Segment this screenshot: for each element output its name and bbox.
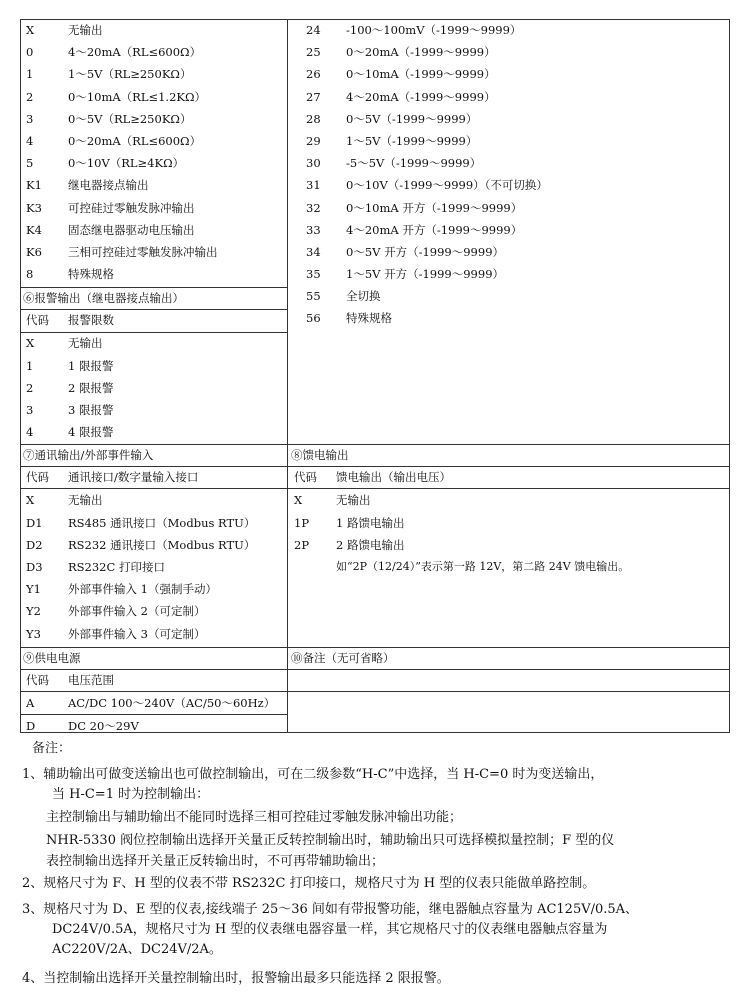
section-title: ⑧馈电输出 xyxy=(291,448,349,462)
section-title: ⑨供电电源 xyxy=(23,651,81,665)
list-item: 29 1～5V（-1999～9999） xyxy=(306,133,478,148)
list-item: X 无输出 xyxy=(26,23,103,37)
list-item: D DC 20～29V xyxy=(26,718,139,733)
list-item: 28 0～5V（-1999～9999） xyxy=(306,111,478,126)
power-section xyxy=(20,647,287,737)
notes-heading: 备注： xyxy=(32,741,72,756)
list-item: 26 0～10mA（-1999～9999） xyxy=(306,67,496,82)
spec-table xyxy=(20,19,730,733)
list-item: 如“2P（12/24）”表示第一路 12V，第二路 24V 馈电输出。 xyxy=(336,559,630,573)
list-item: K1 继电器接点输出 xyxy=(26,178,149,193)
remark-section xyxy=(288,647,729,669)
list-item: 56 特殊规格 xyxy=(306,311,392,326)
list-item: X 无输出 xyxy=(26,493,103,508)
table-header: 代码 报警限数 xyxy=(26,313,114,328)
section-title: ⑩备注（无可省略） xyxy=(291,651,395,665)
note-line: AC220V/2A、DC24V/2A。 xyxy=(52,942,222,957)
list-item: 2 0～10mA（RL≤1.2KΩ） xyxy=(26,89,207,104)
list-item: 32 0～10mA 开方（-1999～9999） xyxy=(306,200,523,215)
list-item: 30 -5～5V（-1999～9999） xyxy=(306,156,482,171)
list-item: 1 1 限报警 xyxy=(26,358,114,373)
note-line: 2、规格尺寸为 F、H 型的仪表不带 RS232C 打印接口，规格尺寸为 H 型的仪表只能做单路控制。 xyxy=(22,876,596,891)
note-line: 当 H-C=1 时为控制输出： xyxy=(52,787,210,802)
list-item: 1P 1 路馈电输出 xyxy=(294,515,405,530)
note-line: 主控制输出与辅助输出不能同时选择三相可控硅过零触发脉冲输出功能； xyxy=(46,810,463,825)
list-item: 24 -100～100mV（-1999～9999） xyxy=(306,23,522,37)
list-item: 0 4～20mA（RL≤600Ω） xyxy=(26,45,202,60)
list-item: 3 3 限报警 xyxy=(26,402,114,417)
list-item: K4 固态继电器驱动电压输出 xyxy=(26,222,195,237)
list-item: 25 0～20mA（-1999～9999） xyxy=(306,45,496,60)
list-item: K6 三相可控硅过零触发脉冲输出 xyxy=(26,244,218,259)
note-line: 3、规格尺寸为 D、E 型的仪表,接线端子 25～36 间如有带报警功能，继电器触点容量为 AC125V/0.5A、 xyxy=(22,902,639,917)
alarm-section xyxy=(20,287,287,443)
note-line: 4、当控制输出选择开关量控制输出时，报警输出最多只能选择 2 限报警。 xyxy=(22,971,450,986)
list-item: 4 0～20mA（RL≤600Ω） xyxy=(26,133,202,148)
table-border-right xyxy=(729,19,730,733)
list-item: Y1 外部事件输入 1（强制手动） xyxy=(26,582,217,597)
list-item: 31 0～10V（-1999～9999）（不可切换） xyxy=(306,178,548,193)
list-item: 5 0～10V（RL≥4KΩ） xyxy=(26,156,185,171)
comm-section xyxy=(20,444,287,645)
section-title: ⑥报警输出（继电器接点输出） xyxy=(23,291,184,305)
note-line: NHR-5330 阀位控制输出选择开关量正反转控制输出时，辅助输出只可选择模拟量控制；F 型的仪 xyxy=(46,833,615,848)
table-header: 代码 馈电输出（输出电压） xyxy=(294,470,451,485)
list-item: X 无输出 xyxy=(26,336,103,351)
list-item: D1 RS485 通讯接口（Modbus RTU） xyxy=(26,515,256,530)
list-item: 55 全切换 xyxy=(306,289,381,304)
list-item: 3 0～5V（RL≥250KΩ） xyxy=(26,111,192,126)
list-item: 2 2 限报警 xyxy=(26,380,114,395)
section-title: ⑦通讯输出/外部事件输入 xyxy=(23,448,154,462)
list-item: D2 RS232 通讯接口（Modbus RTU） xyxy=(26,537,256,552)
list-item: A AC/DC 100～240V（AC/50～60Hz） xyxy=(26,696,276,711)
list-item: D3 RS232C 打印接口 xyxy=(26,559,165,574)
output-list xyxy=(20,19,287,285)
list-item: 2P 2 路馈电输出 xyxy=(294,537,405,552)
list-item: 34 0～5V 开方（-1999～9999） xyxy=(306,244,505,259)
input-list xyxy=(288,19,729,330)
list-item: 27 4～20mA（-1999～9999） xyxy=(306,89,496,104)
list-item: 33 4～20mA 开方（-1999～9999） xyxy=(306,222,523,237)
list-item: Y3 外部事件输入 3（可定制） xyxy=(26,626,206,641)
list-item: X 无输出 xyxy=(294,493,371,508)
note-line: 表控制输出选择开关量正反转输出时，不可再带辅助输出； xyxy=(46,854,385,869)
note-line: DC24V/0.5A，规格尺寸为 H 型的仪表继电器容量一样，其它规格尺寸的仪表继电器触点容量为 xyxy=(52,922,608,937)
table-header: 代码 电压范围 xyxy=(26,673,114,688)
list-item: Y2 外部事件输入 2（可定制） xyxy=(26,604,206,619)
list-item: 1 1～5V（RL≥250KΩ） xyxy=(26,67,192,82)
list-item: K3 可控硅过零触发脉冲输出 xyxy=(26,200,195,215)
list-item: 35 1～5V 开方（-1999～9999） xyxy=(306,267,505,282)
note-line: 1、辅助输出可做变送输出也可做控制输出，可在二级参数“H-C”中选择，当 H-C=0 时为变送输出， xyxy=(22,767,604,782)
list-item: 4 4 限报警 xyxy=(26,425,114,440)
list-item: 8 特殊规格 xyxy=(26,267,114,282)
feed-section xyxy=(288,444,729,578)
table-header: 代码 通讯接口/数字量输入接口 xyxy=(26,470,199,485)
